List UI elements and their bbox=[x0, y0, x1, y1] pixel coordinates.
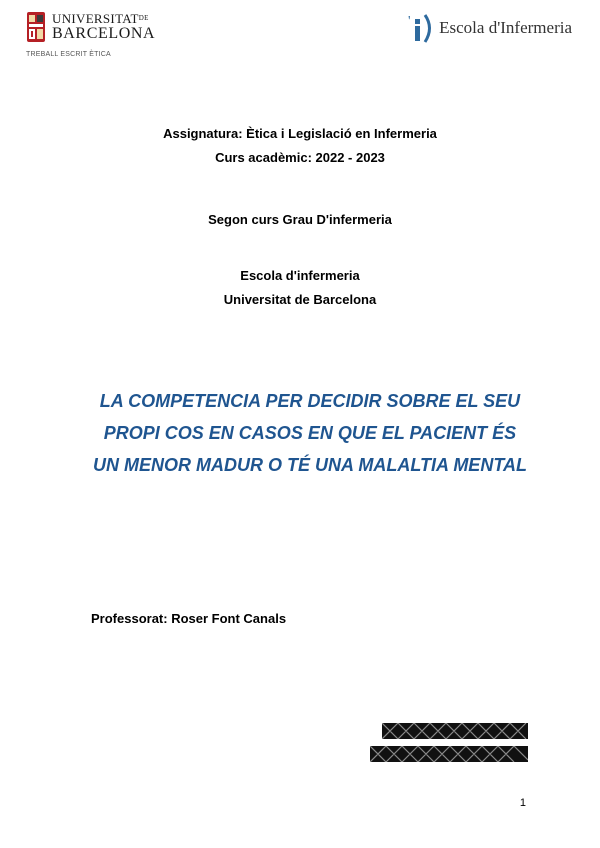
university-logo bbox=[26, 8, 155, 46]
svg-text:': ' bbox=[408, 14, 411, 29]
school-name: Escola d'infermeria bbox=[240, 268, 360, 283]
redacted-block bbox=[382, 723, 528, 739]
university-name-suffix: DE bbox=[138, 14, 149, 22]
shield-icon bbox=[26, 10, 46, 44]
university-name: Universitat de Barcelona bbox=[223, 292, 377, 307]
subject-line: Assignatura: Ètica i Legislació en Infermeria bbox=[163, 126, 437, 141]
redacted-block bbox=[370, 746, 528, 762]
academic-year: Curs acadèmic: 2022 - 2023 bbox=[215, 150, 385, 165]
nursing-school-name: Escola d'Infermeria bbox=[439, 18, 572, 37]
degree-course: Segon curs Grau D'infermeria bbox=[208, 212, 392, 227]
page-number: 1 bbox=[519, 797, 526, 809]
university-name-line2: BARCELONA bbox=[52, 25, 156, 42]
document-title: LA COMPETENCIA PER DECIDIR SOBRE EL SEU PROPI COS EN CASOS EN QUE EL PACIENT ÉS UN MENOR MADUR O TÉ UNA MALALTIA MENTAL bbox=[93, 391, 527, 475]
university-name-line1: UNIVERSITAT bbox=[52, 11, 139, 26]
nursing-school-logo bbox=[406, 11, 572, 45]
info-i-icon bbox=[406, 11, 436, 45]
document-header-subtitle: TREBALL ESCRIT ÈTICA bbox=[26, 51, 111, 58]
professor-line: Professorat: Roser Font Canals bbox=[91, 611, 287, 626]
